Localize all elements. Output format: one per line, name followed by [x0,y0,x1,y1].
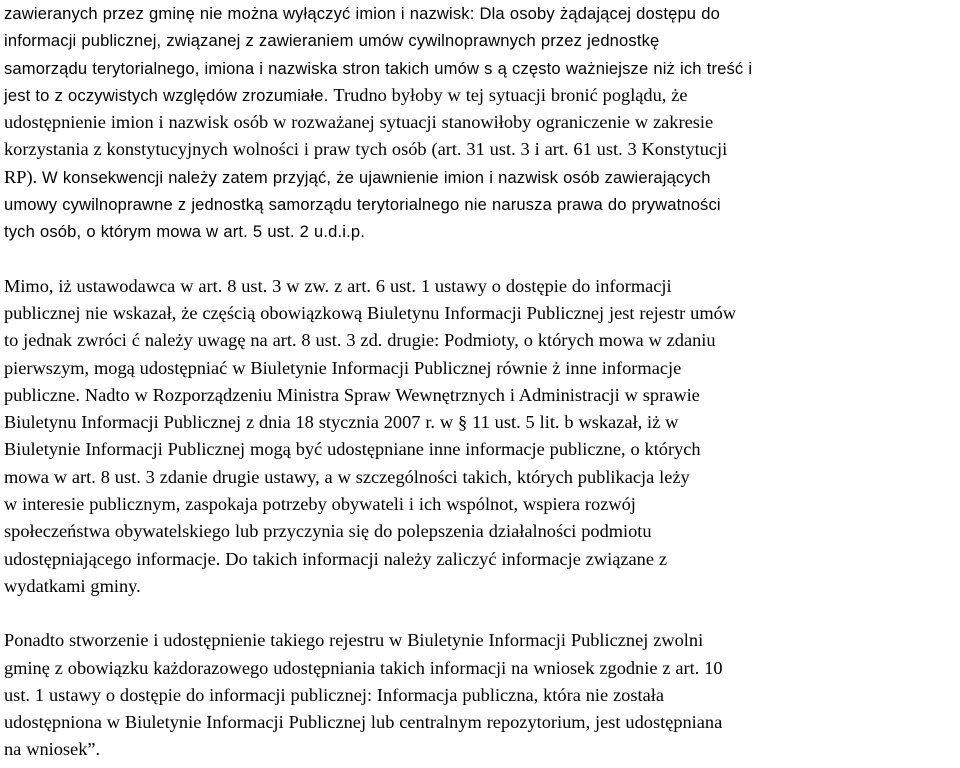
text-run: tych osób, o którym mowa w art. 5 ust. 2 u.d.i.p. [4,222,365,242]
text-run: to jednak zwróci ć należy uwagę na art. 8 ust. 3 zd. drugie: Podmioty, o których mowa w zdaniu [4,330,716,351]
text-run: jest to z oczywistych względów zrozumiałe. [4,85,334,105]
text-line [4,27,956,54]
text-run: społeczeństwa obywatelskiego lub przyczynia się do polepszenia działalności podmiotu [4,521,652,542]
text-run: umowy cywilnoprawne z jednostką samorządu terytorialnego nie narusza prawa do prywatności [4,195,721,215]
text-line [4,164,956,191]
text-line [4,627,956,654]
text-run: zawieranych przez gminę nie można wyłączyć imion i nazwisk: Dla osoby żądającej dostępu do [4,4,720,23]
text-line [4,382,956,409]
text-line [4,55,956,82]
text-line [4,273,956,300]
paragraph-contract-register [4,273,958,601]
text-run: informacji publicznej, związanej z zawieraniem umów cywilnoprawnych przez jednostkę [4,31,660,51]
text-run: udostępniona w Biuletynie Informacji Publicznej lub centralnym repozytorium, jest udostępniana [4,712,723,733]
text-run: ust. 1 ustawy o dostępie do informacji publicznej: Informacja publiczna, która nie została [4,684,664,705]
text-line [4,464,956,491]
text-line [4,655,956,682]
text-line [4,327,956,354]
document-body [4,0,958,764]
text-run: Biuletynie Informacji Publicznej mogą być udostępniane inne informacje publiczne, o których [4,439,701,460]
text-run: Trudno byłoby w tej sytuacji bronić poglądu, że [333,84,688,105]
text-run: RP). [4,166,43,187]
text-line [4,491,956,518]
text-line [4,0,956,27]
paragraph-request-exemption [4,627,958,763]
text-run: pierwszym, mogą udostępniać w Biuletynie Informacji Publicznej równie ż inne informacje [4,357,682,378]
text-line [4,573,956,600]
text-line [4,518,956,545]
text-line [4,82,956,109]
text-line [4,355,956,382]
text-line [4,218,956,245]
text-run: Ponadto stworzenie i udostępnienie takiego rejestru w Biuletynie Informacji Publicznej zwolni [4,630,704,651]
text-line [4,191,956,218]
text-run: mowa w art. 8 ust. 3 zdanie drugie ustawy, a w szczególności takich, których publikacja leży [4,466,690,487]
text-run: W konsekwencji należy zatem przyjąć, że ujawnienie imion i nazwisk osób zawierających [42,167,711,187]
text-run: publiczne. Nadto w Rozporządzeniu Ministra Spraw Wewnętrznych i Administracji w sprawie [4,384,700,405]
text-run: w interesie publicznym, zaspokaja potrzeby obywateli i ich wspólnot, wspiera rozwój [4,494,636,515]
text-line [4,409,956,436]
text-run: na wniosek”. [4,739,101,760]
text-run: Mimo, iż ustawodawca w art. 8 ust. 3 w zw. z art. 6 ust. 1 ustawy o dostępie do informacji [4,275,672,296]
text-line [4,300,956,327]
text-line [4,682,956,709]
text-run: udostępniającego informacje. Do takich informacji należy zaliczyć informacje związane z [4,548,668,569]
text-line [4,436,956,463]
text-line [4,736,956,763]
text-run: wydatkami gminy. [4,575,141,596]
text-line [4,136,956,163]
text-run: gminę z obowiązku każdorazowego udostępniania takich informacji na wniosek zgodnie z art. 10 [4,657,723,678]
text-run: udostępnienie imion i nazwisk osób w rozważanej sytuacji stanowiłoby ograniczenie w zakresie [4,112,714,133]
text-run: Biuletynu Informacji Publicznej z dnia 18 stycznia 2007 r. w § 11 ust. 5 lit. b wskazał, iż w [4,412,679,433]
text-run: korzystania z konstytucyjnych wolności i praw tych osób (art. 31 ust. 3 i art. 61 ust. 3 Konstytucji [4,139,728,160]
text-run: publicznej nie wskazał, że częścią obowiązkową Biuletynu Informacji Publicznej jest rejestr umów [4,302,737,323]
paragraph-personal-data [4,0,958,246]
text-line [4,109,956,136]
text-run: samorządu terytorialnego, imiona i nazwiska stron takich umów s ą często ważniejsze niż ich treść i [4,58,753,78]
text-line [4,546,956,573]
text-line [4,709,956,736]
paragraph-gap [4,600,958,627]
paragraph-gap [4,246,958,273]
